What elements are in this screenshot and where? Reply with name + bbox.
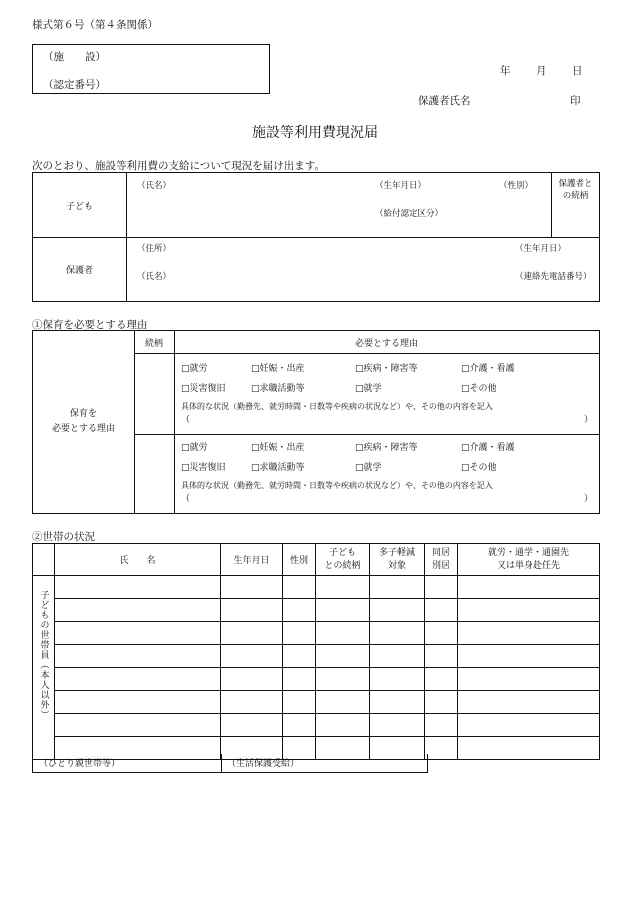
detail-instruction: 具体的な状況（勤務先、就労時間・日数等や疾病の状況など）や、その他の内容を記入 [181,481,493,490]
household-side-label: 子どもの世帯員（本人以外） [38,590,49,720]
col-reason-header: 必要とする理由 [354,339,418,349]
checkbox-illness[interactable]: □疾病・障害等 [355,443,418,453]
header-workplace: 就労・通学・通園先 又は単身赴任先 [458,544,600,576]
header-cohabitation: 同居 別居 [425,544,458,576]
table-row [33,599,600,622]
child-birth-label: （生年月日） [375,181,427,191]
paren-open: （ [181,494,191,504]
single-parent-label: （ひとり親世帯等） [39,759,121,769]
reason-block-1 [181,361,593,426]
header-relation: 子ども との続柄 [316,544,370,576]
checkbox-study[interactable]: □就学 [355,463,382,473]
child-name-label: （氏名） [137,181,172,191]
checkbox-other[interactable]: □その他 [461,384,497,394]
date-month: 月 [536,65,547,77]
header-sex: 性別 [283,544,316,576]
col-relation-header: 続柄 [144,339,163,349]
detail-instruction: 具体的な状況（勤務先、就労時間・日数等や疾病の状況など）や、その他の内容を記入 [181,402,493,411]
checkbox-pregnancy[interactable]: □妊娠・出産 [251,443,305,453]
table-row [33,576,600,599]
seal-mark: 印 [570,95,581,107]
household-table [32,543,600,760]
reason-table [32,330,600,514]
section2-heading: ②世帯の状況 [32,531,95,543]
checkbox-job-search[interactable]: □求職活動等 [251,384,305,394]
checkbox-other[interactable]: □その他 [461,463,497,473]
child-row-label: 子ども [65,202,93,212]
checkbox-disaster[interactable]: □災害復旧 [181,384,226,394]
guardian-name-label: （氏名） [137,272,172,282]
checkbox-pregnancy[interactable]: □妊娠・出産 [251,364,305,374]
header-multi-child: 多子軽減 対象 [370,544,425,576]
checkbox-care[interactable]: □介護・看護 [461,443,515,453]
facility-box [32,44,270,94]
household-footer [32,754,428,773]
household-side-label-cell [33,576,55,760]
child-cert-class-label: （給付認定区分） [375,209,444,219]
guardian-row-label: 保護者 [65,266,93,276]
facility-label: （施 設） [43,51,106,63]
applicant-table [32,172,600,302]
child-sex-label: （性別） [499,181,534,191]
page-title: 施設等利用費現況届 [252,125,378,141]
form-number: 様式第６号（第４条関係） [32,19,158,31]
welfare-label: （生活保護受給） [227,759,300,769]
table-row [33,691,600,714]
checkbox-work[interactable]: □就労 [181,443,208,453]
reason-row-label: 保育を 必要とする理由 [51,409,115,434]
reason-block-2 [181,440,593,505]
section1-heading: ①保育を必要とする理由 [32,319,148,331]
table-row [33,714,600,737]
household-header-row [33,544,600,576]
date-year: 年 [500,65,511,77]
checkbox-illness[interactable]: □疾病・障害等 [355,364,418,374]
date-day: 日 [572,65,583,77]
checkbox-disaster[interactable]: □災害復旧 [181,463,226,473]
cert-number-label: （認定番号） [43,79,106,91]
header-name: 氏 名 [55,544,221,576]
child-relation-label: 保護者と の続柄 [558,179,593,201]
checkbox-care[interactable]: □介護・看護 [461,364,515,374]
table-row [33,622,600,645]
guardian-address-label: （住所） [137,244,172,254]
header-birth: 生年月日 [221,544,283,576]
guardian-phone-label: （連絡先電話番号） [515,272,592,282]
checkbox-study[interactable]: □就学 [355,384,382,394]
table-row [33,668,600,691]
guardian-birth-label: （生年月日） [515,244,567,254]
checkbox-work[interactable]: □就労 [181,364,208,374]
paren-close: ） [583,494,593,504]
paren-open: （ [181,415,191,425]
checkbox-job-search[interactable]: □求職活動等 [251,463,305,473]
guardian-sign-label: 保護者氏名 [418,95,471,107]
intro-text: 次のとおり、施設等利用費の支給について現況を届け出ます。 [32,160,325,172]
paren-close: ） [583,415,593,425]
table-row [33,645,600,668]
